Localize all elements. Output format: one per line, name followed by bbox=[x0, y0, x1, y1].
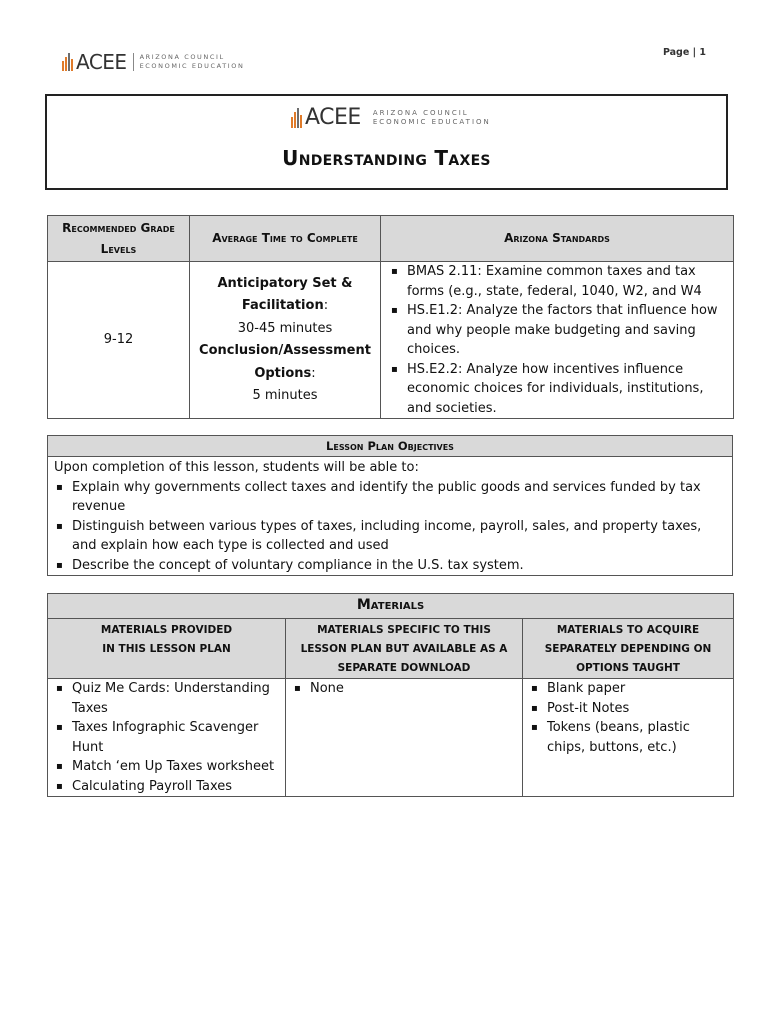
objectives-table bbox=[47, 435, 733, 576]
logo-wordmark: ACEE bbox=[76, 50, 127, 74]
list-item: ▪ Taxes Infographic Scavenger Hunt bbox=[50, 718, 281, 757]
materials-acquire-header: MATERIALS TO ACQUIRE SEPARATELY DEPENDING ON OPTIONS TAUGHT bbox=[523, 619, 734, 679]
time-label-2: Conclusion/Assessment Options bbox=[199, 343, 371, 381]
time-header: Average Time to Complete bbox=[190, 216, 381, 262]
document-title: Understanding Taxes bbox=[282, 146, 491, 170]
standards-list bbox=[385, 262, 719, 418]
list-item: ▪ None bbox=[288, 679, 518, 699]
logo-bars-icon bbox=[291, 108, 302, 128]
materials-download-list bbox=[288, 679, 518, 699]
list-item: ▪ BMAS 2.11: Examine common taxes and tax forms (e.g., state, federal, 1040, W2, and W4 bbox=[385, 262, 719, 301]
objectives-intro: Upon completion of this lesson, students will be able to: bbox=[54, 460, 419, 475]
list-item: ▪ Match ‘em Up Taxes worksheet bbox=[50, 757, 281, 777]
materials-download-header: MATERIALS SPECIFIC TO THIS LESSON PLAN BUT AVAILABLE AS A SEPARATE DOWNLOAD bbox=[286, 619, 523, 679]
standards-header: Arizona Standards bbox=[381, 216, 734, 262]
title-logo bbox=[291, 105, 491, 130]
grade-levels-header: Recommended Grade Levels bbox=[48, 216, 190, 262]
objectives-cell bbox=[48, 457, 733, 576]
time-cell: Anticipatory Set & Facilitation: 30-45 minutes Conclusion/Assessment Options: 5 minutes bbox=[190, 262, 381, 419]
time-label-1: Anticipatory Set & Facilitation bbox=[217, 275, 353, 313]
materials-provided-header: MATERIALS PROVIDED IN THIS LESSON PLAN bbox=[48, 619, 286, 679]
time-value-1: 30-45 minutes bbox=[237, 320, 333, 336]
logo-subtitle: ARIZONA COUNCIL ECONOMIC EDUCATION bbox=[133, 53, 245, 71]
materials-provided-list bbox=[50, 679, 281, 796]
standards-table bbox=[47, 215, 734, 419]
list-item: ▪ Calculating Payroll Taxes bbox=[50, 777, 281, 797]
logo-subtitle: ARIZONA COUNCIL ECONOMIC EDUCATION bbox=[372, 108, 491, 126]
objectives-list bbox=[50, 478, 724, 576]
standards-cell bbox=[381, 262, 734, 419]
objectives-header: Lesson Plan Objectives bbox=[48, 436, 733, 457]
list-item: ▪ HS.E1.2: Analyze the factors that influence how and why people make budgeting and saving choices. bbox=[385, 301, 719, 360]
materials-table bbox=[47, 593, 734, 797]
list-item: ▪ Quiz Me Cards: Understanding Taxes bbox=[50, 679, 281, 718]
list-item: ▪ Tokens (beans, plastic chips, buttons, etc.) bbox=[525, 718, 729, 757]
materials-download-cell bbox=[286, 679, 523, 797]
materials-header: Materials bbox=[48, 594, 734, 619]
logo-bars-icon bbox=[62, 53, 73, 71]
time-value-2: 5 minutes bbox=[252, 388, 318, 403]
materials-provided-cell bbox=[48, 679, 286, 797]
list-item: ▪ Distinguish between various types of taxes, including income, payroll, sales, and property taxes, and explain how each type is collected and used bbox=[50, 517, 724, 556]
list-item: ▪ Describe the concept of voluntary compliance in the U.S. tax system. bbox=[50, 556, 724, 576]
list-item: ▪ HS.E2.2: Analyze how incentives influence economic choices for individuals, institutions, and societies. bbox=[385, 360, 719, 419]
materials-acquire-cell bbox=[523, 679, 734, 797]
materials-acquire-list bbox=[525, 679, 729, 757]
logo-wordmark: ACEE bbox=[305, 105, 361, 130]
page-number: Page | 1 bbox=[662, 47, 706, 58]
list-item: ▪ Post-it Notes bbox=[525, 699, 729, 719]
list-item: ▪ Blank paper bbox=[525, 679, 729, 699]
grade-levels-value: 9-12 bbox=[48, 262, 190, 419]
header-logo bbox=[62, 50, 244, 74]
list-item: ▪ Explain why governments collect taxes and identify the public goods and services funded by tax revenue bbox=[50, 478, 724, 517]
title-box bbox=[45, 94, 728, 190]
